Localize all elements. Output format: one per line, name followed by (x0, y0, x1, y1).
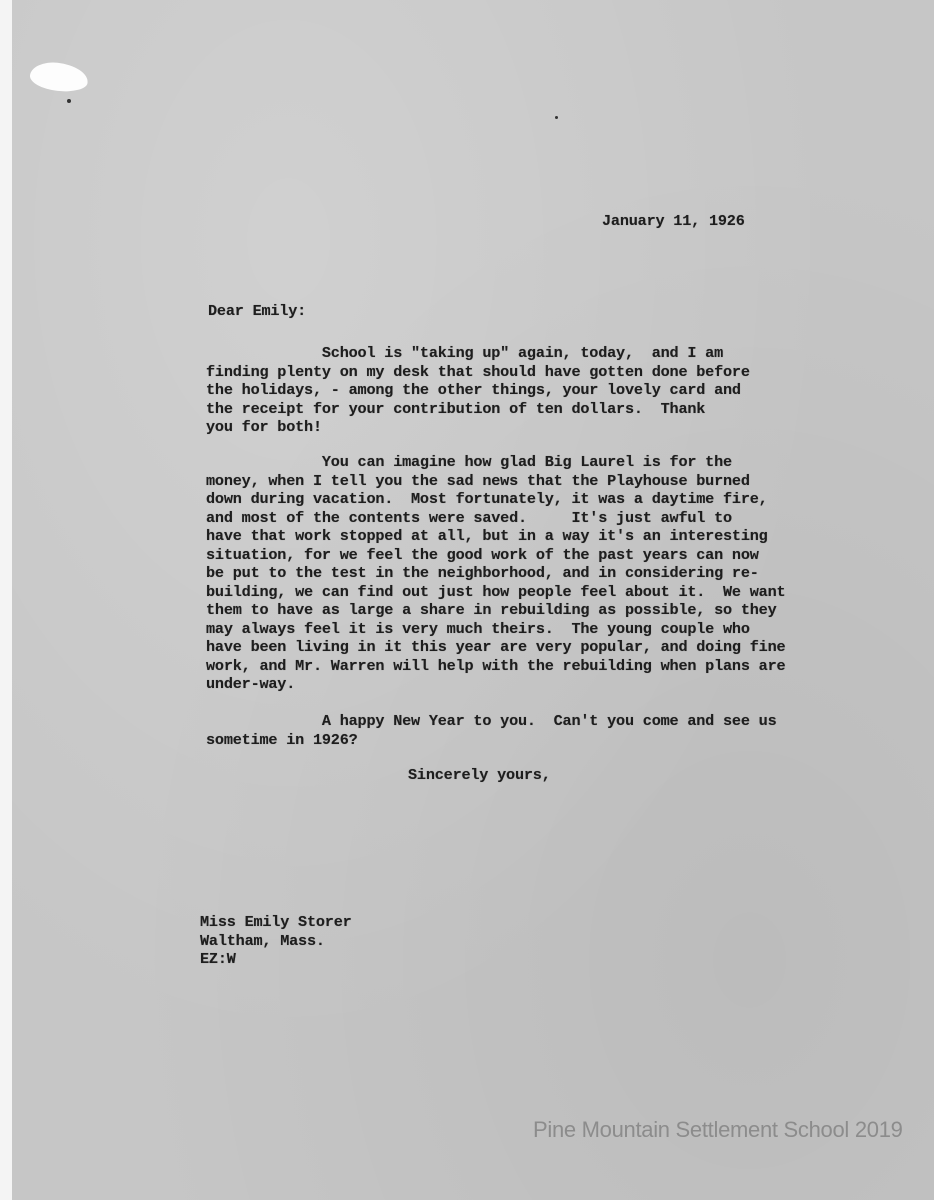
watermark: Pine Mountain Settlement School 2019 (533, 1117, 903, 1142)
paragraph-1 (206, 344, 750, 437)
text-line: A happy New Year to you. Can't you come and see us (206, 712, 777, 730)
text-line: have that work stopped at all, but in a way it's an interesting (206, 527, 768, 545)
paragraph-3 (206, 712, 777, 749)
text-line: and most of the contents were saved. It's just awful to (206, 508, 732, 527)
letter-date: January 11, 1926 (602, 212, 745, 230)
closing: Sincerely yours, (408, 766, 551, 784)
text-line: work, and Mr. Warren will help with the rebuilding when plans are (206, 656, 786, 675)
recipient-name: Miss Emily Storer (200, 913, 352, 931)
text-line: you for both! (206, 418, 322, 436)
text-line: be put to the test in the neighborhood, and in considering re- (206, 564, 759, 582)
text-line: the holidays, - among the other things, your lovely card and (206, 381, 741, 399)
text-line: have been living in it this year are very popular, and doing fine (206, 638, 786, 656)
text-line: the receipt for your contribution of ten dollars. Thank (206, 399, 706, 418)
text-line: finding plenty on my desk that should have gotten done before (206, 362, 750, 381)
text-line: may always feel it is very much theirs. The young couple who (206, 619, 750, 638)
text-line: them to have as large a share in rebuilding as possible, so they (206, 601, 777, 619)
typist-initials: EZ:W (200, 950, 236, 968)
text-line: down during vacation. Most fortunately, it was a daytime fire, (206, 490, 768, 508)
text-line: building, we can find out just how people feel about it. We want (206, 582, 786, 601)
recipient-address (200, 913, 352, 969)
text-line: money, when I tell you the sad news that the Playhouse burned (206, 471, 750, 490)
text-line: situation, for we feel the good work of the past years can now (206, 545, 759, 564)
text-line: sometime in 1926? (206, 730, 358, 749)
text-line: You can imagine how glad Big Laurel is for the (206, 453, 732, 471)
ink-speck (67, 99, 71, 103)
ink-speck (555, 116, 558, 119)
scan-edge (0, 0, 12, 1200)
text-line: under-way. (206, 675, 296, 693)
text-line: School is "taking up" again, today, and I am (206, 344, 724, 362)
salutation: Dear Emily: (208, 302, 307, 320)
recipient-city: Waltham, Mass. (200, 931, 325, 950)
paragraph-2 (206, 453, 785, 694)
